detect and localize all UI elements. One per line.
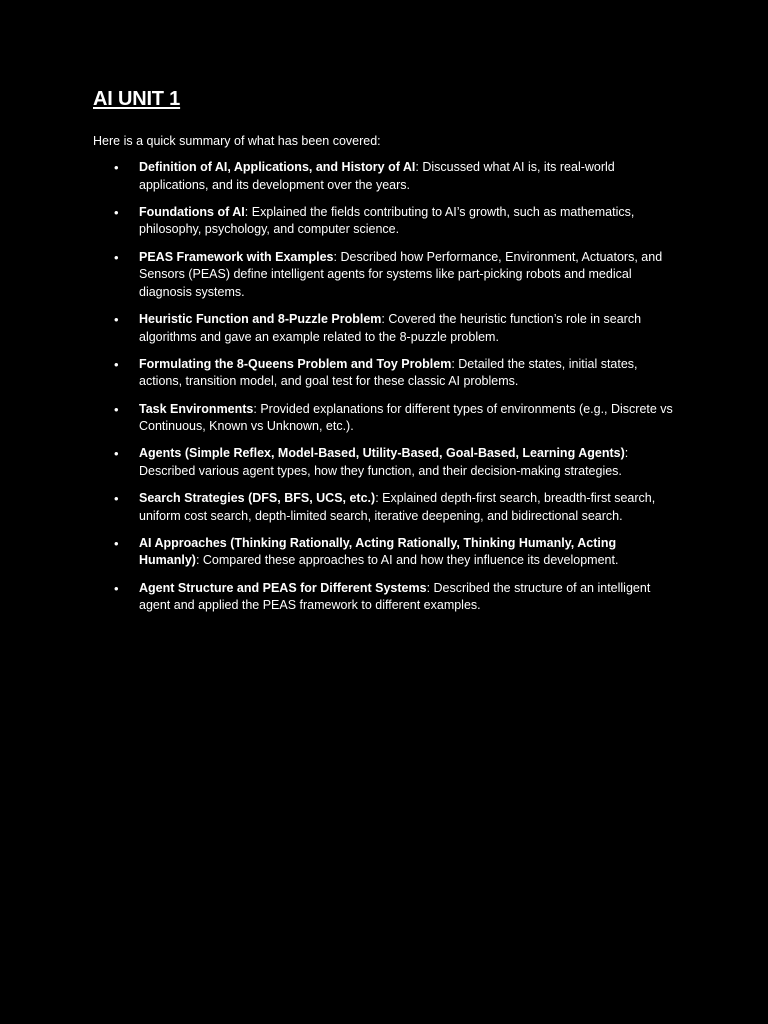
list-item (93, 490, 679, 525)
item-term: Formulating the 8-Queens Problem and Toy Problem (139, 356, 452, 371)
intro-text: Here is a quick summary of what has been covered: (93, 134, 381, 148)
bullet-icon: • (114, 204, 119, 220)
item-term: Search Strategies (DFS, BFS, UCS, etc.) (139, 491, 376, 506)
item-description: : Provided explanations for different types of environments (e.g., Discrete vs Continuous, Known vs Unknown, etc.). (139, 401, 673, 434)
item-term: PEAS Framework with Examples (139, 249, 334, 264)
bullet-icon: • (114, 535, 119, 551)
list-item (93, 356, 679, 391)
list-item (93, 159, 679, 194)
bullet-icon: • (114, 401, 119, 417)
item-description: : Described the structure of an intelligent agent and applied the PEAS framework to different examples. (139, 580, 651, 613)
item-term: Agents (Simple Reflex, Model-Based, Utility-Based, Goal-Based, Learning Agents) (139, 446, 625, 461)
bullet-icon: • (114, 160, 119, 175)
document-title: AI UNIT 1 (93, 88, 181, 110)
item-description: : Detailed the states, initial states, actions, transition model, and goal test for these classic AI problems. (139, 356, 638, 389)
item-term: Foundations of AI (139, 204, 245, 219)
item-description: : Compared these approaches to AI and how they influence its development. (195, 553, 619, 568)
list-item (93, 311, 679, 346)
item-term: Definition of AI, Applications, and History of AI (139, 160, 416, 174)
item-description: : Explained the fields contributing to AI’s growth, such as mathematics, philosophy, psychology, and computer science. (139, 204, 635, 237)
item-description: : Described various agent types, how they function, and their decision-making strategies. (139, 446, 629, 478)
list-item (93, 249, 679, 302)
bullet-icon: • (114, 580, 119, 596)
bullet-icon: • (114, 491, 119, 507)
bullet-icon: • (114, 446, 119, 462)
list-item (93, 204, 679, 239)
bullet-icon: • (114, 249, 119, 265)
summary-list (93, 159, 679, 624)
bullet-icon: • (114, 356, 119, 372)
list-item (93, 445, 679, 480)
list-item (93, 535, 679, 570)
item-term: Agent Structure and PEAS for Different Systems (139, 580, 427, 595)
item-description: : Discussed what AI is, its real-world applications, and its development over the years. (139, 160, 615, 192)
item-description: : Covered the heuristic function’s role in search algorithms and gave an example related to the 8-puzzle problem. (139, 311, 642, 344)
item-term: AI Approaches (Thinking Rationally, Acting Rationally, Thinking Humanly, Acting Humanly) (139, 535, 617, 568)
list-item (93, 401, 679, 436)
item-description: : Explained depth-first search, breadth-first search, uniform cost search, depth-limited search, iterative deepening, and bidirectional search. (139, 491, 656, 523)
item-term: Task Environments (139, 401, 254, 416)
item-description: : Described how Performance, Environment, Actuators, and Sensors (PEAS) define intelligent agents for systems like part-picking robots and medical diagnosis systems. (139, 249, 663, 299)
bullet-icon: • (114, 311, 119, 327)
item-term: Heuristic Function and 8-Puzzle Problem (139, 311, 382, 326)
list-item (93, 580, 679, 615)
